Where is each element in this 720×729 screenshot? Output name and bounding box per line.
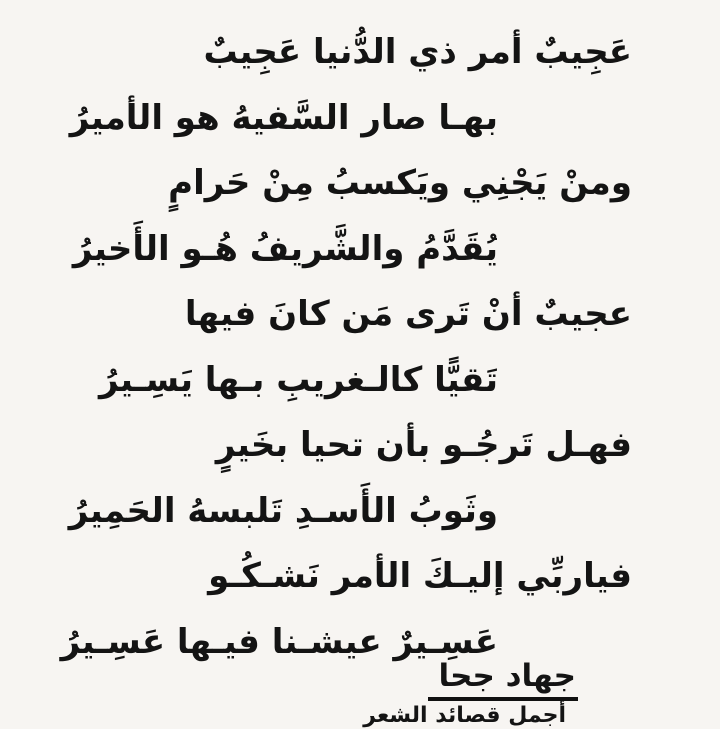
poem-line-3: ومنْ يَجْنِي ويَكسبُ مِنْ حَرامٍ: [168, 163, 632, 203]
poem-body: [0, 20, 720, 675]
poem-line-6: تَقيًّا كالـغريبِ بـها يَسِـيرُ: [98, 359, 498, 400]
poem-line-4: يُقَدَّمُ والشَّريفُ هُـو الأَخيرُ: [72, 228, 498, 269]
signature-underline: [428, 697, 578, 701]
poem-line-10: عَسِـيرٌ عيشـنا فيـها عَسِـيرُ: [60, 621, 498, 662]
caption: أجمل قصائد الشعر: [363, 703, 566, 728]
poem-line-5: عجيبٌ أنْ تَرى مَن كانَ فيها: [184, 294, 632, 334]
poem-line-1: عَجِيبٌ أمر ذي الدُّنيا عَجِيبٌ: [203, 32, 632, 72]
poem-line-9: فياربِّي إليـكَ الأمر نَشـكُـو: [208, 556, 632, 596]
footer: [363, 655, 578, 729]
poem-line-2: بهـا صار السَّفيهُ هو الأميرُ: [69, 97, 498, 138]
poem-line-7: فهـل تَرجُـو بأن تحيا بخَيرٍ: [215, 425, 632, 465]
signature: جهاد جحا: [438, 658, 576, 694]
poem-line-8: وثَوبُ الأَسـدِ تَلبسهُ الحَمِيرُ: [68, 490, 498, 531]
